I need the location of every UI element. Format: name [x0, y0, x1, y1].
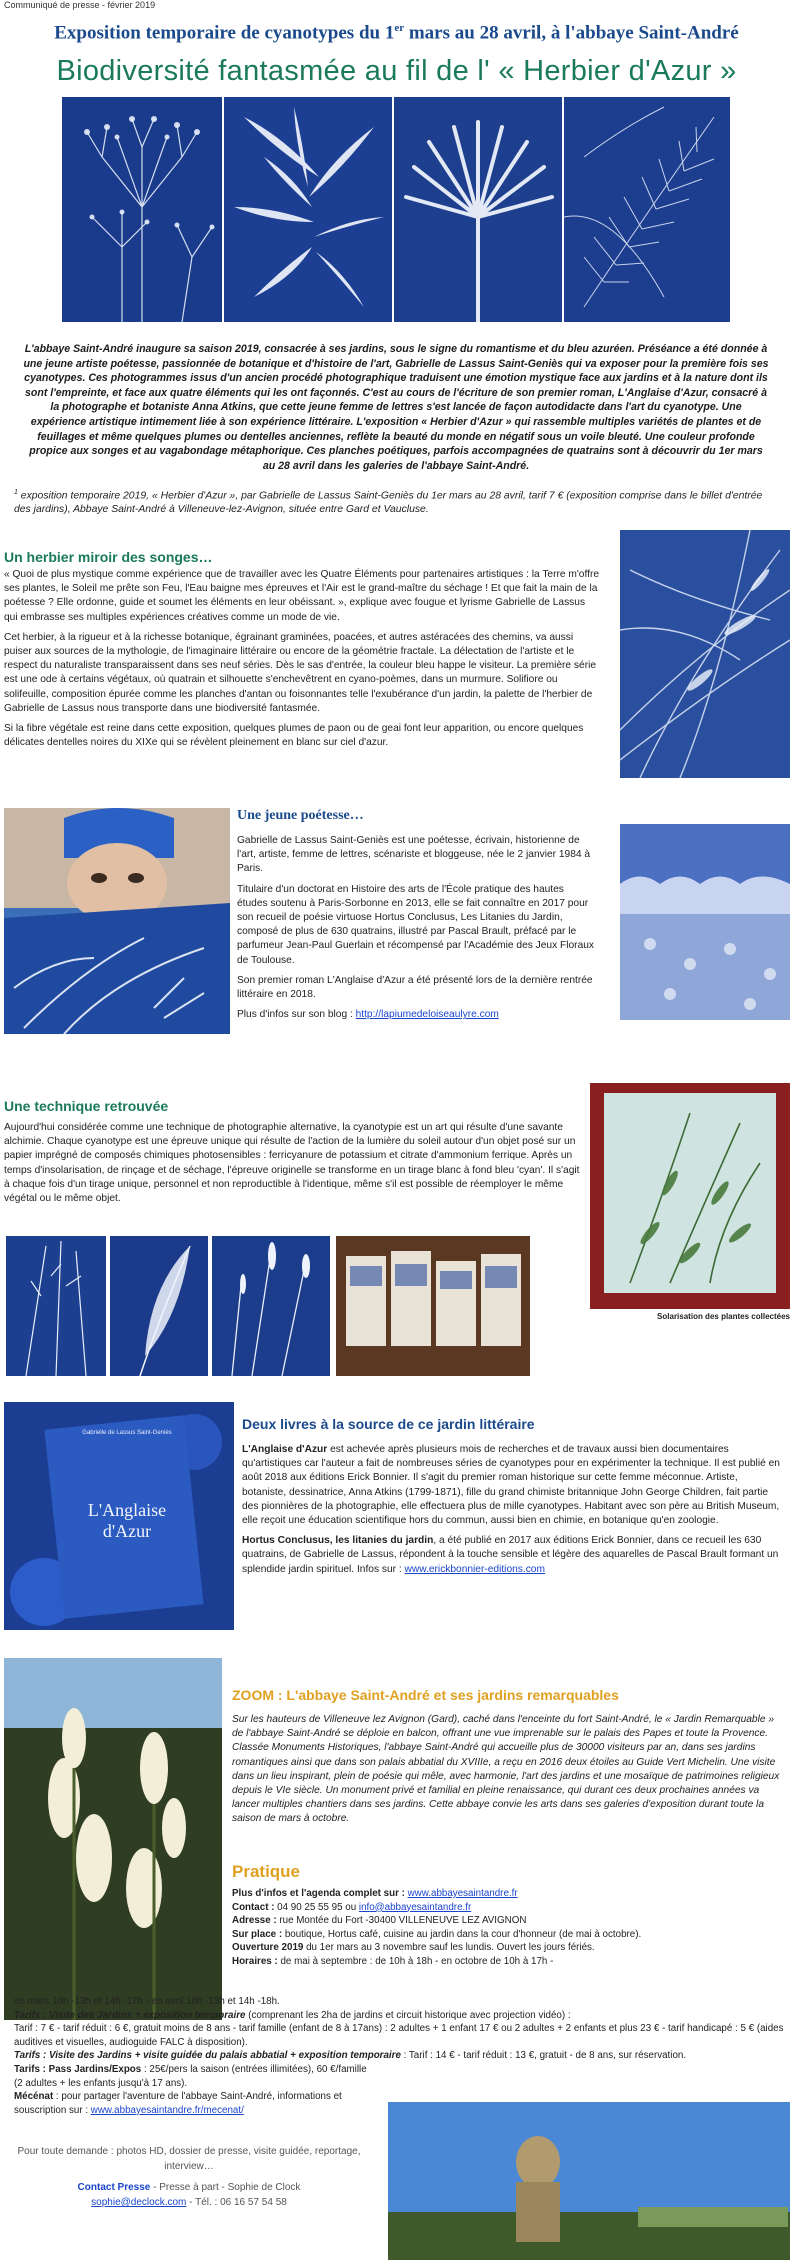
cyanotype-grass-2-image	[212, 1236, 330, 1376]
section-heading-zoom: ZOOM : L'abbaye Saint-André et ses jardins remarquables	[232, 1687, 619, 1703]
tarifs1-label: Tarifs : Visite des Jardins + exposition temporaire	[14, 2009, 246, 2021]
hours-label: Horaires :	[232, 1955, 281, 1967]
credit-sup: 1	[14, 489, 18, 496]
onsite-label: Sur place :	[232, 1928, 285, 1940]
page-subtitle: Biodiversité fantasmée au fil de l' « Herbier d'Azur »	[56, 55, 737, 87]
infos-link[interactable]: www.abbayesaintandre.fr	[407, 1888, 518, 1899]
tarifs2-value: : Tarif : 14 € - tarif réduit : 13 €, gratuit - de 8 ans, sur réservation.	[400, 2050, 687, 2062]
title-part2: mars au 28 avril, à l'abbaye Saint-André	[404, 22, 739, 44]
book2-title: Hortus Conclusus, les litanies du jardin	[242, 1535, 434, 1547]
section-technique-body	[4, 1121, 582, 1212]
yucca-garden-photo	[4, 1658, 222, 2020]
opening-value: du 1er mars au 3 novembre sauf les lundis. Ouvert les jours fériés.	[306, 1942, 595, 1954]
tarifs2-label: Tarifs : Visite des Jardins + visite guidée du palais abbatial + exposition temporaire	[14, 2050, 401, 2062]
tarifs-line-3	[14, 2063, 784, 2077]
book2-text: , a été publié en 2017 aux éditions Erick Bonnier, dans ce recueil les 630 quatrains, de Gabrielle de Lassus, répondent à la touche sensible et légère des aquarelles de Pascal Brault formant un splendide jardin spirituel. Infos sur :	[242, 1535, 779, 1575]
info-line-infos	[232, 1887, 788, 1901]
practical-tarifs-block	[14, 1995, 784, 2117]
hours-line-2: en mars 10h -13h et 14h -17h - en avril 10h -13h et 14h -18h.	[14, 1996, 280, 2007]
tarifs3-label: Tarifs : Pass Jardins/Expos	[14, 2063, 142, 2075]
section-livres-body	[242, 1443, 782, 1583]
press-contact-label: Contact Presse	[77, 2182, 151, 2193]
book2-link[interactable]: www.erickbonnier-editions.com	[404, 1563, 545, 1575]
mecenat-label: Mécénat	[14, 2091, 54, 2103]
mecenat-link[interactable]: www.abbayesaintandre.fr/mecenat/	[90, 2104, 244, 2116]
herbier-paragraph-2: Cet herbier, à la rigueur et à la richesse botanique, égrainant graminées, poacées, et autres astéracées des chemins, va aussi puiser aux sources de la mythologie, de l'imaginaire littéraire ou encore de la géométrie fractale. La délectation de l'artiste et le respect du naturaliste transparaissent dans ses neuf séries. Dès le sas d'entrée, la couleur bleu happe le visiteur. La première série est une ode à certains végétaux, où quatrain et silhouette s'enchevêtrent en cyano-poèmes, dans un murmure. Solifiore ou solifeuille, composition épurée comme les planches d'antan ou foisonnantes telle l'exubérance d'un jardin, la palette de l'herbier de Gabrielle de Lassus nous transporte dans une biodiversité fantasmée.	[4, 631, 597, 714]
section-poetesse-body	[237, 834, 597, 1028]
tarifs1-value: (comprenant les 2ha de jardins et circuit historique avec projection vidéo) :	[245, 2009, 571, 2021]
livres-paragraph-2	[242, 1534, 782, 1577]
poetesse-paragraph-3: Son premier roman L'Anglaise d'Azur a été présenté lors de la dernière rentrée littéraire en 2018.	[237, 974, 593, 1001]
livres-paragraph-1	[242, 1443, 782, 1528]
credit-text: exposition temporaire 2019, « Herbier d'Azur », par Gabrielle de Lassus Saint-Geniès du 1er mars au 28 avril, tarif 7 € (exposition comprise dans le billet d'entrée des jardins), Abbaye Saint-André à Villeneuve-lez-Avignon, située entre Gard et Vaucluse.	[14, 490, 763, 516]
address-label: Adresse :	[232, 1915, 280, 1927]
mecenat-value: : pour partager l'aventure de l'abbaye Saint-André, informations et souscription sur :	[14, 2091, 342, 2116]
abbey-statue-photo	[388, 2102, 790, 2260]
doc-label: Communiqué de presse - février 2019	[4, 0, 156, 10]
artist-portrait-photo	[4, 808, 230, 1034]
book1-text: est achevée après plusieurs mois de recherches et de travaux aussi bien documentaires qu'artistiques car l'auteur a fait de nombreuses séries de cyanotypes pour en expérimenter la technique. Il est publié en août 2018 aux éditions Erick Bonnier. Il s'agit du premier roman historique sur cette femme méconnue. Artiste, botaniste, dessinatrice, Anna Atkins (1799-1871), fille du grand chimiste britannique John George Children, fait partie des pionnières de la photographie, elle effectuera plus de mille cyanotypes. Habitant avec son père au British Museum, elle reçoit une éducation scientifique hors du commun, aussi bien en chimie, en botanique qu'en zoologie.	[242, 1444, 780, 1527]
book-cover-author: Gabrielle de Lassus Saint-Geniès	[82, 1430, 172, 1436]
cyanotype-grasses-image	[620, 530, 790, 778]
cyanotype-bamboo-image	[224, 97, 392, 322]
section-herbier-body	[4, 568, 600, 756]
zoom-paragraph: Sur les hauteurs de Villeneuve lez Avignon (Gard), caché dans l'enceinte du fort Saint-André, le « Jardin Remarquable » de l'abbaye Saint-André se déploie en balcon, offrant une vue imprenable sur le palais des Papes et toute la Provence. Classée Monuments Historiques, l'abbaye Saint-André qui accueille plus de 30000 visiteurs par an, dans ses jardins romantiques ainsi que dans son palais abbatial du XVIIIe, a reçu en 2016 deux étoiles au Guide Vert Michelin. Une visite dans un lieu inspirant, plein de poésie qui mêle, avec harmonie, l'art des jardins et une mosaïque de patrimoines religieux depuis le VIe siècle. Un monument privé et familial en pleine renaissance, qui durant ces deux prochaines années va lancer multiples chantiers dans ses jardins. Cette abbaye convie les arts dans ses galeries d'exposition durant toute la saison de mars à octobre.	[232, 1714, 780, 1825]
title-sup: er	[394, 22, 405, 34]
opening-label: Ouverture 2019	[232, 1942, 307, 1954]
press-contact-phone: - Tél. : 06 16 57 54 58	[186, 2197, 287, 2208]
book1-title: L'Anglaise d'Azur	[242, 1444, 328, 1455]
info-line-contact	[232, 1901, 788, 1915]
tarifs-line-3b: (2 adultes + les enfants jusqu'à 17 ans).	[14, 2077, 188, 2089]
press-contact-line2	[14, 2180, 364, 2195]
exhibition-credit	[14, 486, 780, 517]
contact-label: Contact :	[232, 1901, 278, 1913]
section-zoom-body	[232, 1713, 788, 1833]
tarifs-line-1	[14, 2009, 784, 2023]
technique-paragraph-1: Aujourd'hui considérée comme une technique de photographie alternative, la cyanotypie est un art qui résulte d'une savante alchimie. Chaque cyanotype est une épreuve unique qui résulte de l'action de la lumière du soleil autour d'un objet posé sur un papier imprégné de composés chimiques photosensibles : ferricyanure de potassium et citrate d'ammonium ferrique. Après un temps d'insolarisation, de rinçage et de séchage, l'épreuve originelle se transforme en un tirage blanc à fond bleu 'cyan'. Il s'agit à chaque fois d'un tirage unique, personnel et non reproductible à l'identique, même s'il est possible de réemployer le même végétal ou le même objet.	[4, 1122, 580, 1205]
solarisation-caption: Solarisation des plantes collectées	[657, 1312, 790, 1321]
info-line-address	[232, 1914, 788, 1928]
poetesse-paragraph-1: Gabrielle de Lassus Saint-Geniès est une poétesse, écrivain, historienne de l'art, artiste, femme de lettres, scénariste et bloggeuse, née le 2 janvier 1984 à Paris.	[237, 835, 591, 875]
blog-prefix: Plus d'infos sur son blog :	[237, 1009, 356, 1021]
contact-email-link[interactable]: info@abbayesaintandre.fr	[358, 1901, 472, 1913]
info-line-onsite	[232, 1928, 788, 1942]
press-contact-line1: Pour toute demande : photos HD, dossier de presse, visite guidée, reportage, interview…	[17, 2146, 361, 2172]
hours-value: de mai à septembre : de 10h à 18h - en octobre de 10h à 17h -	[280, 1955, 554, 1967]
solarisation-photo	[590, 1083, 790, 1309]
section-heading-pratique: Pratique	[232, 1862, 301, 1881]
info-line-hours	[232, 1955, 788, 1969]
poetesse-paragraph-2: Titulaire d'un doctorat en Histoire des arts de l'École pratique des hautes études soutenu à Paris-Sorbonne en 2013, elle se fait connaître en 2017 pour son recueil de poésie virtuose Hortus Conclusus, Les Litanies du Jardin, composé de plus de 630 quatrains, illustré par Pascal Brault, préfacé par le parfumeur Jean-Paul Guerlain et récompensé par l'Académie des Jeux Floraux de Toulouse.	[237, 883, 594, 966]
tarifs3-value: : 25€/pers la saison (entrées illimitées), 60 €/famille	[141, 2063, 367, 2075]
section-heading-technique: Une technique retrouvée	[4, 1098, 169, 1114]
tarifs-line-1b: Tarif : 7 € - tarif réduit : 6 €, gratuit moins de 8 ans - tarif famille (enfant de 8 à 17ans) : 2 adultes + 1 enfant 17 € ou 2 adultes + 2 enfants et plus 23 € - tarif handicapé : 5 € (aides auditives et visuelles, audioguide FALC à disposition).	[14, 2023, 784, 2048]
onsite-value: boutique, Hortus café, cuisine au jardin dans la cour d'honneur (de mai à octobre).	[284, 1928, 642, 1940]
section-heading-herbier: Un herbier miroir des songes…	[4, 549, 213, 565]
poetesse-paragraph-blog	[237, 1008, 597, 1022]
intro-paragraph: L'abbaye Saint-André inaugure sa saison 2019, consacrée à ses jardins, sous le signe du romantisme et du bleu azuréen. Préséance a été donnée à une jeune artiste poétesse, passionnée de botanique et d'histoire de l'art, Gabrielle de Lassus Saint-Geniès qui va exposer pour la première fois ses cyanotypes. Ces photogrammes issus d'un ancien procédé photographique traduisent une émotion mystique face aux jardins et à la nature dont ils sont l'empreinte, et face aux quatre éléments qui les ont façonnés. C'est au cours de l'écriture de son premier roman, L'Anglaise d'Azur, consacré à la photographe et botaniste Anna Atkins, que cette jeune femme de lettres s'est lancée de façon autodidacte dans l'art du cyanotype. Une expérience artistique intimement liée à son expérience littéraire. L'exposition « Herbier d'Azur » qui rassemble multiples variétés de plantes et de feuillages et même quelques plumes ou dentelles anciennes, reflète la beauté du monde en négatif sous un voile bleuté. Une couleur profonde propice aux songes et au vagabondage métaphorique. Ces planches poétiques, parfois accompagnées de quatrains sont à découvrir du 1er mars au 28 avril dans les galeries de l'abbaye Saint-André.	[23, 343, 769, 472]
page-title	[0, 22, 793, 44]
press-contact-email[interactable]: sophie@declock.com	[91, 2197, 187, 2208]
cyanotype-lace-image	[620, 824, 790, 1020]
cyanotype-feather-image	[110, 1236, 208, 1376]
cyanotype-grass-1-image	[6, 1236, 106, 1376]
infos-label: Plus d'infos et l'agenda complet sur :	[232, 1888, 408, 1899]
herbier-paragraph-1: « Quoi de plus mystique comme expérience que de travailler avec les Quatre Éléments pour partenaires artistiques : la Terre m'offre ses plantes, le Soleil me prête son Feu, l'Eau baigne mes épreuves et l'Air est le grand-maître du séchage ! Et que fait la main de la poétesse ? Elle ordonne, guide et soumet les éléments en leur obéissant. », explique avec fougue et lyrisme Gabrielle de Lassus qui embrasse ses multiples expériences créatives comme un mode de vie.	[4, 569, 599, 623]
cyanotype-prints-stack-photo	[336, 1236, 530, 1376]
herbier-paragraph-3: Si la fibre végétale est reine dans cette exposition, quelques plumes de paon ou de geai font leur apparition, ou encore quelques délicates dentelles noires du XIXe qui se révèlent pleinement en blanc sur ciel d'azur.	[4, 723, 584, 749]
contact-value: 04 90 25 55 95 ou	[277, 1901, 359, 1913]
press-contact-line3	[14, 2195, 364, 2210]
title-part1: Exposition temporaire de cyanotypes du 1	[54, 22, 395, 44]
cyanotype-palm-leaf-image	[394, 97, 562, 322]
cyanotype-umbellifer-image	[62, 97, 222, 322]
info-line-opening	[232, 1941, 788, 1955]
mecenat-line	[14, 2090, 374, 2117]
press-contact-value: - Presse à part - Sophie de Clock	[150, 2182, 301, 2193]
book-cover-title: L'Anglaise d'Azur	[87, 1500, 167, 1541]
press-contact-block	[14, 2144, 364, 2210]
address-value: rue Montée du Fort -30400 VILLENEUVE LEZ AVIGNON	[279, 1915, 527, 1927]
section-heading-livres: Deux livres à la source de ce jardin littéraire	[242, 1416, 535, 1432]
cyanotype-fern-image	[564, 97, 730, 322]
practical-info-block	[232, 1887, 788, 1969]
tarifs-line-2	[14, 2049, 784, 2063]
section-heading-poetesse: Une jeune poétesse…	[237, 808, 364, 823]
blog-link[interactable]: http://lapiumedeloiseaulyre.com	[355, 1009, 499, 1021]
